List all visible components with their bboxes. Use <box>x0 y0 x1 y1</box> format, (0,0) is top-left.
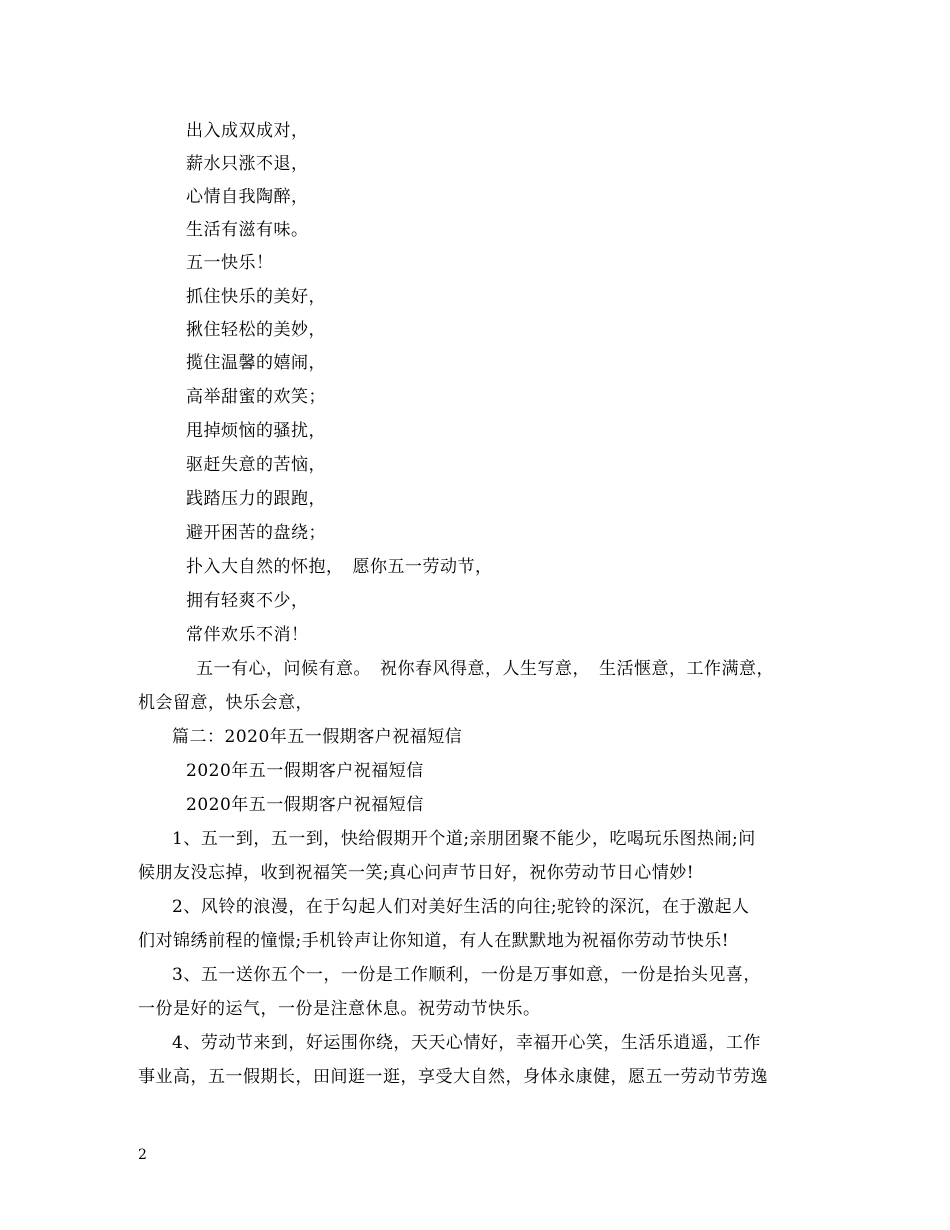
paragraph-line: 候朋友没忘掉，收到祝福笑一笑;真心问声节日好，祝你劳动节日心情妙! <box>138 863 695 883</box>
paragraph-line: 事业高，五一假期长，田间逛一逛，享受大自然，身体永康健，愿五一劳动节劳逸 <box>138 1067 768 1087</box>
text-line: 五一快乐！ <box>186 253 274 273</box>
text-line: 扑入大自然的怀抱， 愿你五一劳动节， <box>186 557 493 577</box>
text-line: 践踏压力的跟跑， <box>186 489 326 509</box>
paragraph-line: 一份是好的运气，一份是注意休息。祝劳动节快乐。 <box>138 999 541 1019</box>
paragraph-line: 1、五一到，五一到，快给假期开个道;亲朋团聚不能少，吃喝玩乐图热闹;问 <box>172 829 756 849</box>
paragraph-line: 2、风铃的浪漫，在于勾起人们对美好生活的向往;驼铃的深沉，在于激起人 <box>172 897 750 917</box>
paragraph-line: 3、五一送你五个一，一份是工作顺利，一份是万事如意，一份是抬头见喜， <box>172 965 761 985</box>
text-line: 生活有滋有味。 <box>186 220 309 240</box>
text-line: 驱赶失意的苦恼， <box>186 455 326 475</box>
text-line: 常伴欢乐不消！ <box>186 625 309 645</box>
paragraph-line: 们对锦绣前程的憧憬;手机铃声让你知道，有人在默默地为祝福你劳动节快乐! <box>138 931 730 951</box>
text-line: 揽住温馨的嬉闹， <box>186 353 326 373</box>
text-line: 甩掉烦恼的骚扰， <box>186 421 326 441</box>
document-title: 2020年五一假期客户祝福短信 <box>186 795 424 815</box>
paragraph-line: 机会留意，快乐会意， <box>138 693 313 713</box>
document-title: 2020年五一假期客户祝福短信 <box>186 761 424 781</box>
page-number: 2 <box>138 1147 147 1163</box>
text-line: 高举甜蜜的欢笑； <box>186 387 326 407</box>
paragraph-line: 4、劳动节来到，好运围你绕，天天心情好，幸福开心笑，生活乐逍遥，工作 <box>172 1033 761 1053</box>
text-line: 心情自我陶醉， <box>186 187 309 207</box>
text-line: 出入成双成对， <box>186 121 309 141</box>
section-heading: 篇二：2020年五一假期客户祝福短信 <box>172 727 463 747</box>
text-line: 抓住快乐的美好， <box>186 287 326 307</box>
text-line: 揪住轻松的美妙， <box>186 320 326 340</box>
paragraph-line: 五一有心，问候有意。 祝你春风得意，人生写意， 生活惬意，工作满意， <box>196 659 774 679</box>
text-line: 拥有轻爽不少， <box>186 591 309 611</box>
text-line: 避开困苦的盘绕； <box>186 523 326 543</box>
text-line: 薪水只涨不退， <box>186 154 309 174</box>
